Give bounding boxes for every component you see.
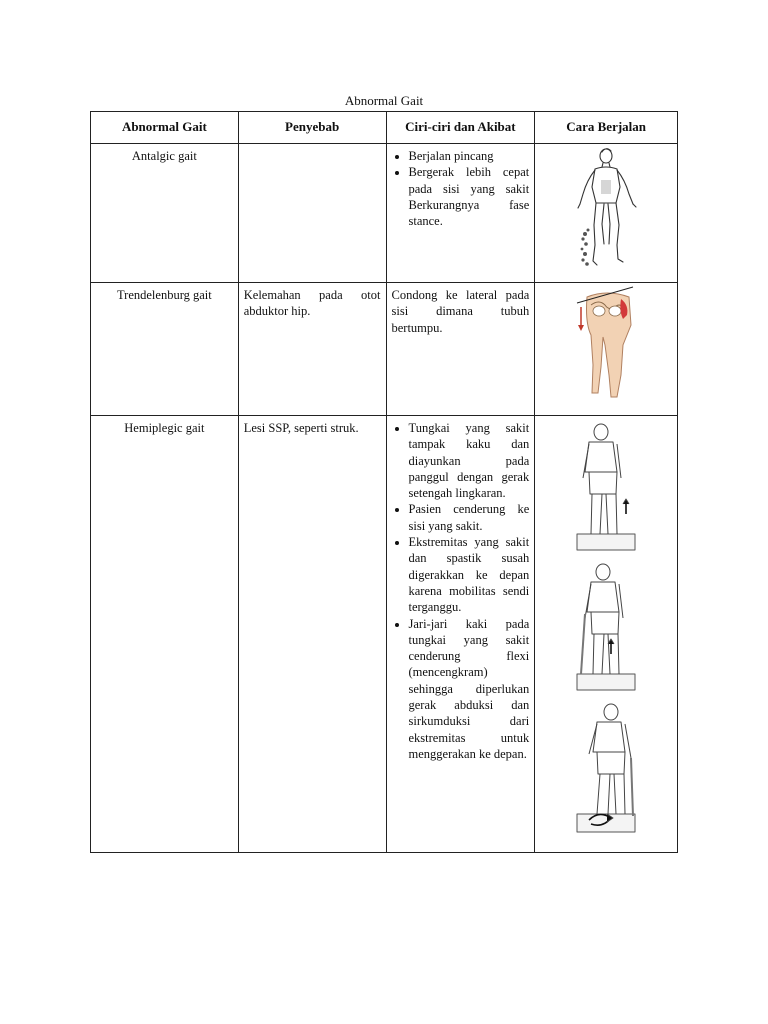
hemiplegic-step-3-figure <box>577 704 635 832</box>
gait-name-cell: Antalgic gait <box>91 144 239 283</box>
features-cell <box>386 283 535 416</box>
table-row <box>91 144 678 283</box>
list-item: • Ekstremitas yang sakit dan spastik susah digerakkan ke depan karena mobilitas sendi terganggu. <box>409 534 530 615</box>
features-list <box>392 420 530 762</box>
illustration-cell <box>535 144 678 283</box>
trendelenburg-hip-image <box>573 285 639 403</box>
gait-name-cell: Hemiplegic gait <box>91 416 239 853</box>
hemiplegic-step-2-figure <box>577 564 635 690</box>
table-caption: Abnormal Gait <box>344 93 424 108</box>
header-penyebab: Penyebab <box>238 112 386 144</box>
features-text: Condong ke lateral pada sisi dimana tubuh bertumpu. <box>391 288 530 335</box>
abnormal-gait-table <box>90 111 678 853</box>
gait-name-cell: Trendelenburg gait <box>91 283 239 416</box>
cause-cell: Lesi SSP, seperti struk. <box>238 416 386 853</box>
table-row <box>91 416 678 853</box>
list-item: • Bergerak lebih cepat pada sisi yang sakit Berkurangnya fase stance. <box>409 164 530 229</box>
cause-cell <box>238 144 386 283</box>
hemiplegic-sequence-image <box>571 418 641 842</box>
list-item: • Pasien cenderung ke sisi yang sakit. <box>409 501 530 534</box>
header-cara-berjalan: Cara Berjalan <box>535 112 678 144</box>
list-item: • Berjalan pincang <box>409 148 530 164</box>
list-item: • Jari-jari kaki pada tungkai yang sakit cenderung flexi (mencengkram) sehingga diperlukan gerak abduksi dan sirkumduksi dari ekstremitas untuk menggerakan ke depan. <box>409 616 530 763</box>
illustration-cell <box>535 416 678 853</box>
header-ciri-ciri: Ciri-ciri dan Akibat <box>386 112 535 144</box>
hemiplegic-step-1-figure <box>577 424 635 550</box>
table-row <box>91 283 678 416</box>
features-list <box>392 148 530 229</box>
cause-cell: Kelemahan pada otot abduktor hip. <box>238 283 386 416</box>
antalgic-figure-image <box>571 146 641 272</box>
table-header-row <box>91 112 678 144</box>
header-abnormal-gait: Abnormal Gait <box>91 112 239 144</box>
features-cell <box>386 416 535 853</box>
features-cell <box>386 144 535 283</box>
illustration-cell <box>535 283 678 416</box>
list-item: • Tungkai yang sakit tampak kaku dan diayunkan pada panggul dengan gerak setengah lingkaran. <box>409 420 530 501</box>
